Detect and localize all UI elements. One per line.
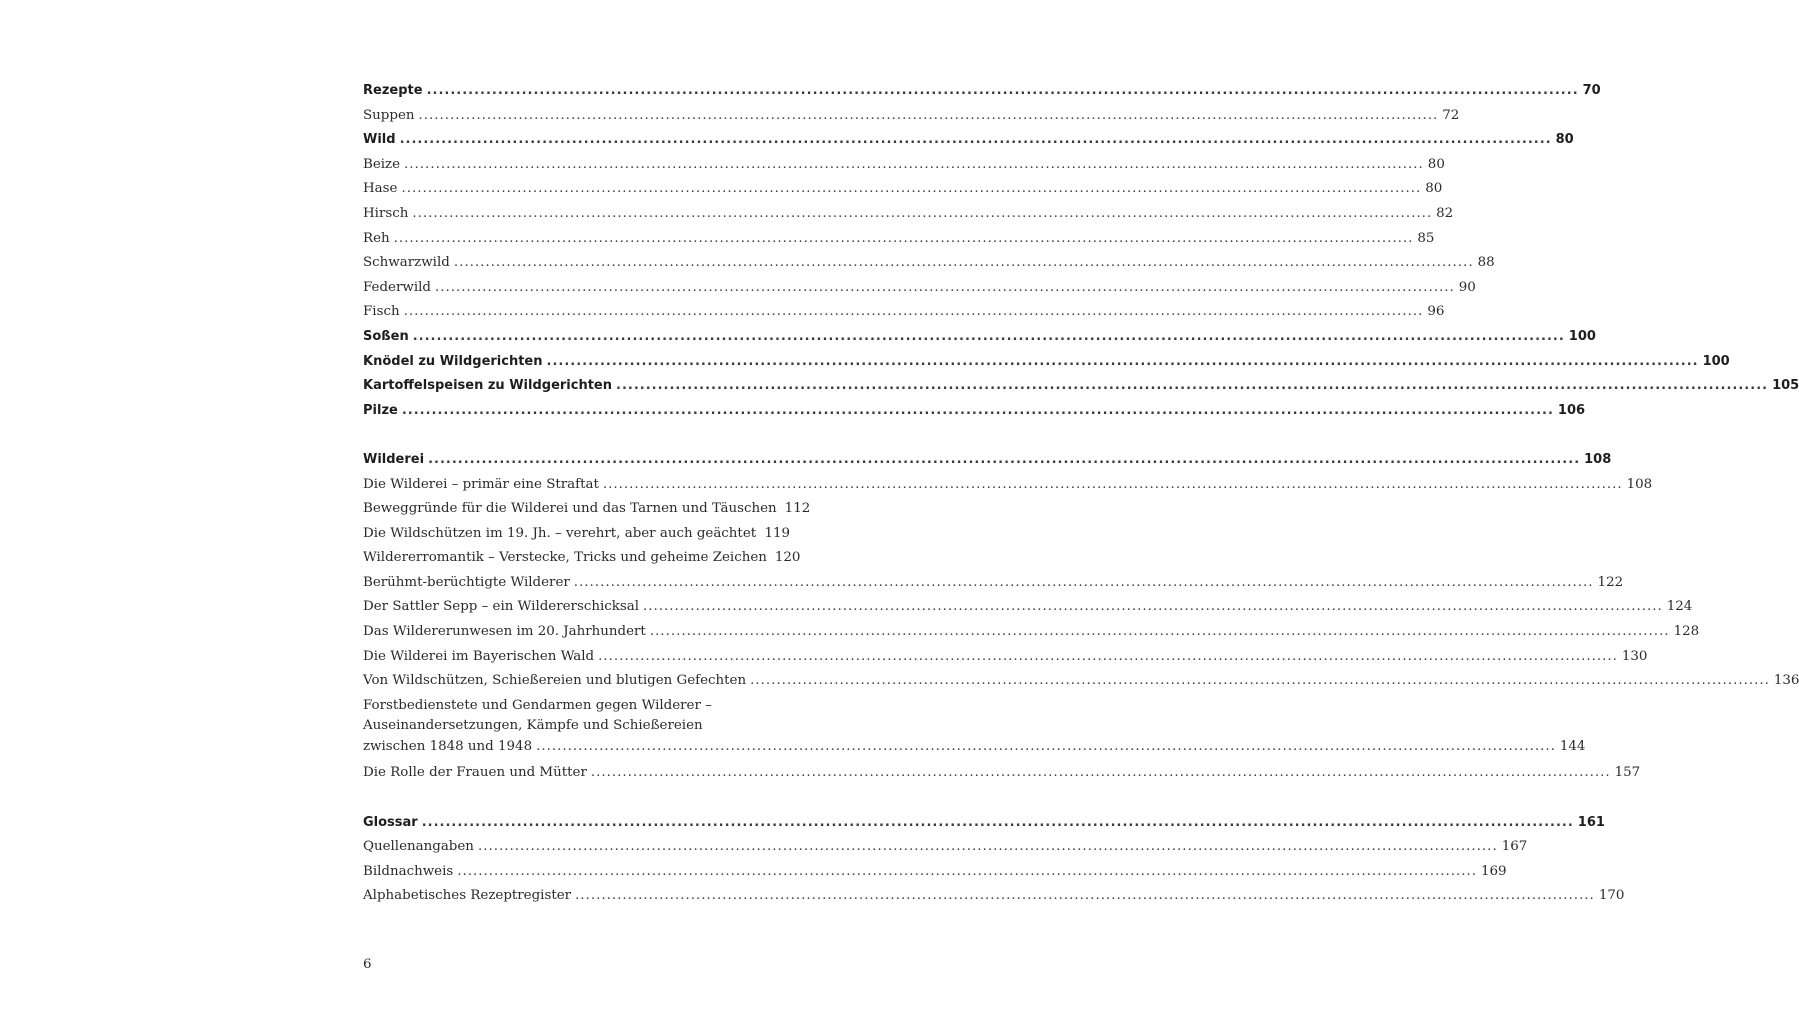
toc-entry-title: Suppen	[363, 107, 415, 123]
toc-entry-title: Glossar	[363, 814, 418, 830]
toc-entry-title: Berühmt-berüchtigte Wilderer	[363, 574, 570, 590]
toc-entry-title: Pilze	[363, 402, 398, 418]
toc-entry[interactable]	[363, 276, 1476, 301]
toc-entry[interactable]	[363, 251, 1495, 276]
toc-entry-page: 161	[1577, 814, 1605, 830]
toc-entry-page: 157	[1614, 765, 1641, 781]
dot-leader	[401, 177, 1421, 202]
dot-leader	[400, 128, 1552, 153]
toc-entry[interactable]	[363, 399, 1586, 424]
toc-entry-title: Bildnachweis	[363, 863, 454, 879]
toc-entry-page: 88	[1477, 255, 1495, 271]
toc-entry-title: Wildererromantik – Verstecke, Tricks und geheime Zeichen	[363, 550, 767, 566]
dot-leader	[428, 448, 1580, 473]
toc-entry-page: 72	[1442, 107, 1460, 123]
toc-entry-title: Die Rolle der Frauen und Mütter	[363, 765, 587, 781]
toc-entry-page: 130	[1621, 648, 1648, 664]
toc-section-recipes	[363, 79, 1799, 423]
toc-entry-page: 128	[1673, 624, 1700, 640]
dot-leader	[643, 595, 1663, 620]
toc-entry-title: Alphabetisches Rezeptregister	[363, 888, 572, 904]
toc-entry[interactable]	[363, 104, 1460, 129]
toc-entry[interactable]	[363, 835, 1528, 860]
toc-entry[interactable]	[363, 325, 1596, 350]
toc-entry[interactable]	[363, 79, 1601, 104]
dot-leader	[404, 300, 1424, 325]
toc-entry[interactable]	[363, 595, 1693, 620]
dot-leader	[603, 473, 1623, 498]
dot-leader	[575, 884, 1595, 909]
toc-entry-page: 85	[1417, 230, 1435, 246]
toc-entry-title: Die Wildschützen im 19. Jh. – verehrt, aber auch geächtet	[363, 525, 757, 541]
dot-leader	[591, 761, 1611, 786]
dot-leader	[454, 251, 1474, 276]
toc-section-appendix	[363, 811, 1625, 909]
toc-entry[interactable]	[363, 811, 1605, 836]
toc-entry-title: Rezepte	[363, 83, 423, 98]
toc-entry[interactable]	[363, 694, 1586, 758]
toc-entry[interactable]	[363, 128, 1574, 153]
toc-entry-page: 96	[1427, 304, 1445, 320]
toc-entry[interactable]	[363, 884, 1625, 909]
dot-leader	[650, 620, 1670, 645]
toc-entry-title: Knödel zu Wildgerichten	[363, 353, 543, 369]
toc-entry[interactable]	[363, 497, 811, 522]
toc-entry-page: 120	[774, 550, 801, 566]
toc-entry-title: Forstbedienstete und Gendarmen gegen Wilderer –	[363, 697, 712, 713]
dot-leader	[404, 153, 1424, 178]
toc-entry-title: Schwarzwild	[363, 255, 450, 271]
toc-entry-title: Hirsch	[363, 205, 409, 221]
toc-entry-page: 124	[1666, 599, 1693, 615]
dot-leader	[419, 104, 1439, 129]
toc-entry[interactable]	[363, 300, 1445, 325]
page-number: 6	[363, 957, 372, 972]
toc-entry[interactable]	[363, 374, 1799, 399]
dot-leader	[394, 227, 1414, 252]
toc-entry-title: Das Wildererunwesen im 20. Jahrhundert	[363, 624, 646, 640]
toc-entry[interactable]	[363, 546, 801, 571]
toc-entry-page: 122	[1597, 574, 1624, 590]
toc-entry-title: Reh	[363, 230, 390, 246]
toc-entry-title: Beize	[363, 156, 401, 172]
toc-entry-page: 70	[1582, 83, 1601, 98]
dot-leader	[750, 669, 1770, 694]
dot-leader	[547, 350, 1699, 375]
toc-entry-page: 100	[1702, 353, 1730, 369]
dot-leader	[402, 399, 1554, 424]
toc-entry-page: 108	[1584, 451, 1612, 467]
toc-entry[interactable]	[363, 202, 1454, 227]
toc-entry[interactable]	[363, 350, 1730, 375]
toc-entry[interactable]	[363, 860, 1507, 885]
toc-entry-page: 167	[1501, 839, 1528, 855]
dot-leader	[427, 79, 1579, 104]
dot-leader	[616, 374, 1768, 399]
toc-entry-title: Wild	[363, 132, 396, 148]
toc-entry-page: 119	[764, 525, 790, 541]
toc-entry-title: Der Sattler Sepp – ein Wildererschicksal	[363, 599, 639, 615]
toc-entry-title: Quellenangaben	[363, 839, 474, 855]
dot-leader	[435, 276, 1455, 301]
toc-entry[interactable]	[363, 522, 790, 547]
toc-entry-title-line2: Auseinandersetzungen, Kämpfe und Schießereien	[363, 718, 703, 734]
toc-entry-title: Wilderei	[363, 451, 425, 467]
toc-entry[interactable]	[363, 645, 1648, 670]
toc-entry-title: Soßen	[363, 328, 409, 344]
table-of-contents	[363, 79, 1799, 909]
toc-entry-page: 82	[1436, 205, 1454, 221]
toc-entry-title: Fisch	[363, 304, 400, 320]
toc-entry-page: 108	[1626, 476, 1653, 492]
dot-leader	[457, 860, 1477, 885]
toc-entry-page: 106	[1557, 402, 1586, 418]
toc-entry-title: Kartoffelspeisen zu Wildgerichten	[363, 378, 612, 394]
toc-entry[interactable]	[363, 669, 1799, 694]
toc-entry-title: Federwild	[363, 279, 431, 295]
toc-entry[interactable]	[363, 448, 1612, 473]
dot-leader	[412, 202, 1432, 227]
toc-entry-page: 169	[1481, 863, 1507, 879]
toc-entry[interactable]	[363, 571, 1624, 596]
toc-entry[interactable]	[363, 620, 1700, 645]
toc-entry[interactable]	[363, 761, 1641, 786]
toc-entry-title: Hase	[363, 181, 398, 197]
dot-leader	[478, 835, 1498, 860]
toc-entry-title: Die Wilderei – primär eine Straftat	[363, 476, 599, 492]
toc-entry-title: Die Wilderei im Bayerischen Wald	[363, 648, 595, 664]
toc-entry-page: 170	[1598, 888, 1625, 904]
toc-section-poaching	[363, 448, 1799, 786]
dot-leader	[598, 645, 1618, 670]
toc-entry-page: 112	[784, 501, 811, 517]
toc-entry-page: 100	[1568, 328, 1596, 344]
toc-entry-page: 144	[1559, 738, 1586, 754]
toc-entry-page: 105	[1772, 378, 1799, 394]
toc-entry[interactable]	[363, 153, 1445, 178]
toc-entry-page: 90	[1458, 279, 1476, 295]
dot-leader	[413, 325, 1565, 350]
toc-entry-page: 80	[1555, 132, 1574, 148]
dot-leader	[422, 811, 1574, 836]
dot-leader	[574, 571, 1594, 596]
toc-entry-page: 80	[1425, 181, 1443, 197]
toc-entry[interactable]	[363, 473, 1653, 498]
toc-entry-page: 136	[1773, 673, 1799, 689]
toc-entry-page: 80	[1427, 156, 1445, 172]
toc-entry-title: Beweggründe für die Wilderei und das Tarnen und Täuschen	[363, 501, 777, 517]
toc-entry-title-line3: zwischen 1848 und 1948	[363, 738, 533, 754]
toc-entry[interactable]	[363, 177, 1443, 202]
dot-leader	[536, 737, 1556, 758]
toc-entry-title: Von Wildschützen, Schießereien und blutigen Gefechten	[363, 673, 747, 689]
toc-entry[interactable]	[363, 227, 1435, 252]
